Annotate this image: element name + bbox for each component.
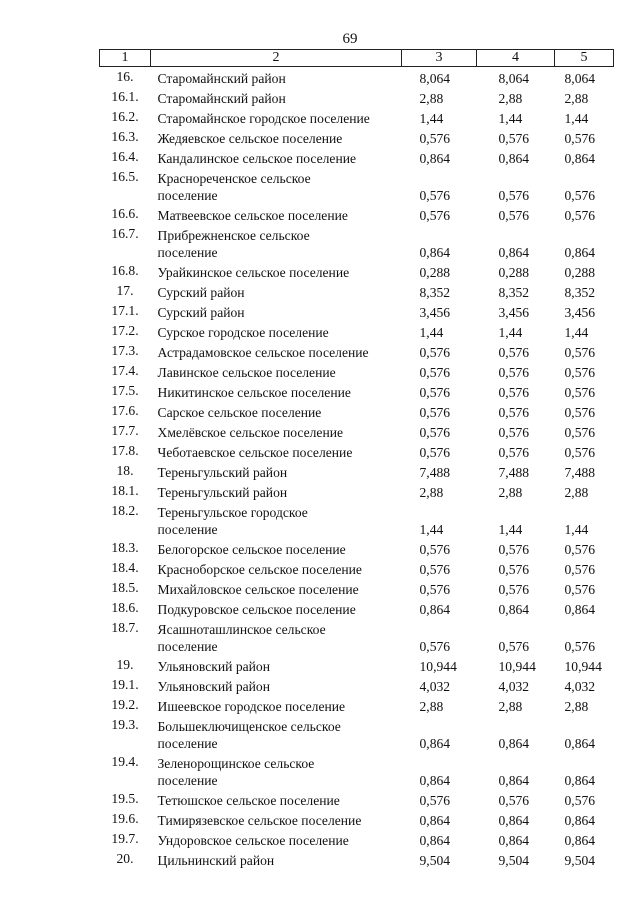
table-row <box>100 752 614 789</box>
row-name-line: Хмелёвское сельское поселение <box>157 425 344 440</box>
row-number: 17.2. <box>111 323 139 338</box>
row-value-v5: 0,576 <box>564 793 596 808</box>
row-name <box>151 167 402 204</box>
row-value-v5: 7,488 <box>564 465 596 480</box>
row-value-v3: 0,576 <box>419 365 451 380</box>
row-name-line: Урайкинское сельское поселение <box>157 265 350 280</box>
row-number: 18. <box>116 463 134 478</box>
row-name-line: Цильнинский район <box>157 853 275 868</box>
table-row <box>100 381 614 401</box>
table-row <box>100 675 614 695</box>
table-row <box>100 481 614 501</box>
row-value-v5: 0,576 <box>564 365 596 380</box>
table-row <box>100 401 614 421</box>
row-value-v5: 0,864 <box>564 773 596 788</box>
row-name-line: Жедяевское сельское поселение <box>157 131 343 146</box>
row-value-v5: 1,44 <box>564 325 589 340</box>
row-number: 19. <box>116 657 134 672</box>
row-name-line: Красноборское сельское поселение <box>157 562 362 577</box>
row-number: 18.6. <box>111 600 139 615</box>
table-row <box>100 441 614 461</box>
row-number: 18.7. <box>111 620 139 635</box>
row-name <box>151 501 402 538</box>
row-value-v3: 0,864 <box>419 813 451 828</box>
table-row <box>100 695 614 715</box>
table-row <box>100 461 614 481</box>
row-name-line: Чеботаевское сельское поселение <box>157 445 353 460</box>
row-name-line: Тереньгульский район <box>157 465 288 480</box>
row-value-v5: 0,864 <box>564 833 596 848</box>
row-value-v4: 1,44 <box>498 522 523 537</box>
row-number: 16. <box>116 69 134 84</box>
row-name-line: Тетюшское сельское поселение <box>157 793 340 808</box>
row-number: 19.6. <box>111 811 139 826</box>
row-name <box>151 715 402 752</box>
row-number: 19.1. <box>111 677 139 692</box>
row-value-v3: 2,88 <box>419 91 444 106</box>
row-name-line: Большеключищенское сельское <box>157 719 341 734</box>
row-name <box>151 809 402 829</box>
row-value-v5: 0,576 <box>564 562 596 577</box>
table-row <box>100 67 614 88</box>
row-value-v4: 0,864 <box>498 245 530 260</box>
row-number: 19.7. <box>111 831 139 846</box>
row-name <box>151 598 402 618</box>
row-value-v3: 10,944 <box>419 659 457 674</box>
row-value-v4: 0,576 <box>498 385 530 400</box>
table-row <box>100 715 614 752</box>
row-name <box>151 127 402 147</box>
row-value-v4: 0,576 <box>498 188 530 203</box>
row-value-v4: 0,576 <box>498 425 530 440</box>
row-name <box>151 789 402 809</box>
row-name <box>151 578 402 598</box>
row-number: 16.7. <box>111 226 139 241</box>
row-number: 17.8. <box>111 443 139 458</box>
row-value-v5: 2,88 <box>564 699 589 714</box>
row-value-v4: 2,88 <box>498 699 523 714</box>
table-row <box>100 655 614 675</box>
row-name <box>151 421 402 441</box>
row-name <box>151 829 402 849</box>
row-value-v5: 1,44 <box>564 111 589 126</box>
row-name <box>151 361 402 381</box>
table-row <box>100 789 614 809</box>
row-number: 16.6. <box>111 206 139 221</box>
row-name-line: поселение <box>157 188 218 203</box>
row-name-line: Сарское сельское поселение <box>157 405 322 420</box>
row-name <box>151 849 402 869</box>
row-value-v3: 0,864 <box>419 245 451 260</box>
row-name <box>151 695 402 715</box>
row-name-line: Астрадамовское сельское поселение <box>157 345 369 360</box>
row-value-v5: 1,44 <box>564 522 589 537</box>
row-name-line: поселение <box>157 522 218 537</box>
row-name-line: поселение <box>157 736 218 751</box>
row-value-v4: 8,352 <box>498 285 530 300</box>
row-name <box>151 752 402 789</box>
row-value-v4: 0,864 <box>498 151 530 166</box>
row-value-v4: 0,576 <box>498 131 530 146</box>
row-value-v4: 10,944 <box>498 659 536 674</box>
row-name <box>151 655 402 675</box>
row-number: 16.2. <box>111 109 139 124</box>
row-name <box>151 204 402 224</box>
row-value-v3: 0,864 <box>419 833 451 848</box>
row-name-line: Сурский район <box>157 285 245 300</box>
row-number: 17.7. <box>111 423 139 438</box>
row-value-v5: 2,88 <box>564 485 589 500</box>
row-value-v4: 0,576 <box>498 582 530 597</box>
row-value-v4: 0,864 <box>498 833 530 848</box>
row-value-v5: 8,064 <box>564 71 596 86</box>
row-number: 17.5. <box>111 383 139 398</box>
row-name <box>151 461 402 481</box>
row-name-line: Ульяновский район <box>157 659 270 674</box>
row-value-v5: 9,504 <box>564 853 596 868</box>
table-row <box>100 618 614 655</box>
row-name <box>151 87 402 107</box>
row-value-v3: 7,488 <box>419 465 451 480</box>
row-value-v5: 0,864 <box>564 602 596 617</box>
row-value-v3: 8,064 <box>419 71 451 86</box>
row-name-line: Белогорское сельское поселение <box>157 542 346 557</box>
column-header: 3 <box>402 50 477 67</box>
row-value-v3: 8,352 <box>419 285 451 300</box>
row-name-line: Тимирязевское сельское поселение <box>157 813 362 828</box>
table-row <box>100 598 614 618</box>
page-number: 69 <box>342 31 358 47</box>
row-value-v3: 0,576 <box>419 188 451 203</box>
table-row <box>100 281 614 301</box>
row-value-v4: 0,576 <box>498 639 530 654</box>
column-header: 4 <box>477 50 555 67</box>
row-value-v3: 0,864 <box>419 736 451 751</box>
row-number: 18.2. <box>111 503 139 518</box>
row-number: 17.6. <box>111 403 139 418</box>
row-name <box>151 381 402 401</box>
row-number: 18.3. <box>111 540 139 555</box>
row-value-v5: 2,88 <box>564 91 589 106</box>
table-row <box>100 147 614 167</box>
row-value-v4: 0,864 <box>498 736 530 751</box>
row-value-v3: 4,032 <box>419 679 451 694</box>
table-row <box>100 87 614 107</box>
table-header-row <box>100 50 614 67</box>
row-value-v3: 1,44 <box>419 522 444 537</box>
row-number: 18.1. <box>111 483 139 498</box>
row-value-v3: 0,576 <box>419 208 451 223</box>
row-value-v5: 0,576 <box>564 445 596 460</box>
row-value-v5: 0,864 <box>564 245 596 260</box>
row-name <box>151 301 402 321</box>
row-name-line: Прибрежненское сельское <box>157 228 310 243</box>
row-name-line: Старомайнский район <box>157 91 286 106</box>
row-value-v4: 0,576 <box>498 345 530 360</box>
row-value-v4: 0,576 <box>498 365 530 380</box>
row-name-line: Старомайнский район <box>157 71 286 86</box>
row-value-v3: 0,576 <box>419 131 451 146</box>
row-value-v5: 0,576 <box>564 131 596 146</box>
row-name <box>151 321 402 341</box>
row-value-v3: 0,576 <box>419 385 451 400</box>
row-name <box>151 281 402 301</box>
row-value-v3: 2,88 <box>419 485 444 500</box>
row-name-line: Ундоровское сельское поселение <box>157 833 349 848</box>
row-value-v3: 0,576 <box>419 345 451 360</box>
row-name <box>151 341 402 361</box>
row-name-line: Тереньгульское городское <box>157 505 308 520</box>
row-name <box>151 558 402 578</box>
table-row <box>100 829 614 849</box>
row-number: 16.8. <box>111 263 139 278</box>
row-name <box>151 224 402 261</box>
table-row <box>100 341 614 361</box>
row-number: 17.1. <box>111 303 139 318</box>
row-value-v3: 0,864 <box>419 602 451 617</box>
row-number: 19.5. <box>111 791 139 806</box>
row-name-line: Зеленорощинское сельское <box>157 756 315 771</box>
row-value-v5: 10,944 <box>564 659 602 674</box>
table-row <box>100 538 614 558</box>
row-value-v4: 0,576 <box>498 208 530 223</box>
row-number: 19.4. <box>111 754 139 769</box>
table-row <box>100 127 614 147</box>
row-name-line: Подкуровское сельское поселение <box>157 602 356 617</box>
row-number: 16.4. <box>111 149 139 164</box>
row-value-v4: 9,504 <box>498 853 530 868</box>
row-value-v5: 4,032 <box>564 679 596 694</box>
row-name <box>151 441 402 461</box>
row-number: 19.3. <box>111 717 139 732</box>
row-value-v3: 9,504 <box>419 853 451 868</box>
row-value-v3: 0,864 <box>419 773 451 788</box>
table-row <box>100 501 614 538</box>
row-value-v3: 2,88 <box>419 699 444 714</box>
table-row <box>100 809 614 829</box>
table-row <box>100 224 614 261</box>
row-name-line: Лавинское сельское поселение <box>157 365 336 380</box>
row-name-line: Краснореченское сельское <box>157 171 311 186</box>
row-value-v4: 7,488 <box>498 465 530 480</box>
row-value-v3: 3,456 <box>419 305 451 320</box>
row-name <box>151 147 402 167</box>
row-value-v4: 2,88 <box>498 485 523 500</box>
row-value-v5: 0,576 <box>564 582 596 597</box>
row-name-line: Ясашноташлинское сельское <box>157 622 326 637</box>
row-name-line: Сурское городское поселение <box>157 325 329 340</box>
row-value-v4: 8,064 <box>498 71 530 86</box>
row-name-line: Матвеевское сельское поселение <box>157 208 348 223</box>
table-row <box>100 578 614 598</box>
row-number: 19.2. <box>111 697 139 712</box>
row-value-v3: 0,576 <box>419 793 451 808</box>
column-header: 5 <box>555 50 614 67</box>
column-header: 1 <box>100 50 151 67</box>
row-value-v5: 0,576 <box>564 385 596 400</box>
row-name <box>151 67 402 88</box>
row-value-v5: 0,576 <box>564 425 596 440</box>
row-value-v3: 0,576 <box>419 445 451 460</box>
row-number: 18.5. <box>111 580 139 595</box>
row-value-v3: 0,288 <box>419 265 451 280</box>
table-row <box>100 321 614 341</box>
row-name-line: Никитинское сельское поселение <box>157 385 351 400</box>
row-number: 16.1. <box>111 89 139 104</box>
row-value-v5: 0,288 <box>564 265 596 280</box>
row-value-v5: 0,576 <box>564 542 596 557</box>
table-row <box>100 261 614 281</box>
row-value-v5: 8,352 <box>564 285 596 300</box>
row-value-v3: 0,576 <box>419 639 451 654</box>
row-value-v5: 0,864 <box>564 151 596 166</box>
table-row <box>100 107 614 127</box>
row-number: 17.3. <box>111 343 139 358</box>
table-row <box>100 167 614 204</box>
table-row <box>100 558 614 578</box>
row-name <box>151 675 402 695</box>
row-value-v4: 1,44 <box>498 325 523 340</box>
row-name-line: Сурский район <box>157 305 245 320</box>
row-value-v4: 0,576 <box>498 445 530 460</box>
row-name-line: поселение <box>157 639 218 654</box>
row-value-v5: 0,576 <box>564 405 596 420</box>
row-number: 20. <box>116 851 134 866</box>
row-value-v4: 0,864 <box>498 602 530 617</box>
row-value-v5: 0,576 <box>564 639 596 654</box>
row-value-v4: 0,576 <box>498 793 530 808</box>
row-value-v4: 3,456 <box>498 305 530 320</box>
row-name-line: Кандалинское сельское поселение <box>157 151 357 166</box>
row-name <box>151 401 402 421</box>
row-name <box>151 481 402 501</box>
row-value-v3: 0,576 <box>419 542 451 557</box>
row-name <box>151 107 402 127</box>
row-name-line: Ульяновский район <box>157 679 270 694</box>
row-value-v3: 0,864 <box>419 151 451 166</box>
row-value-v3: 0,576 <box>419 562 451 577</box>
row-value-v4: 0,864 <box>498 773 530 788</box>
row-value-v5: 0,576 <box>564 208 596 223</box>
row-value-v5: 0,864 <box>564 813 596 828</box>
row-value-v3: 0,576 <box>419 582 451 597</box>
row-value-v4: 0,576 <box>498 562 530 577</box>
row-number: 17.4. <box>111 363 139 378</box>
row-name-line: Старомайнское городское поселение <box>157 111 370 126</box>
row-number: 18.4. <box>111 560 139 575</box>
row-value-v5: 0,576 <box>564 345 596 360</box>
row-value-v3: 0,576 <box>419 425 451 440</box>
row-value-v4: 0,576 <box>498 542 530 557</box>
row-value-v4: 4,032 <box>498 679 530 694</box>
row-number: 17. <box>116 283 134 298</box>
row-name <box>151 538 402 558</box>
row-name-line: Михайловское сельское поселение <box>157 582 359 597</box>
row-value-v5: 0,864 <box>564 736 596 751</box>
table-row <box>100 301 614 321</box>
row-number: 16.3. <box>111 129 139 144</box>
table-row <box>100 361 614 381</box>
table-row <box>100 849 614 869</box>
row-value-v3: 1,44 <box>419 325 444 340</box>
row-value-v5: 3,456 <box>564 305 596 320</box>
data-table <box>99 49 614 869</box>
row-value-v4: 0,288 <box>498 265 530 280</box>
row-value-v4: 0,576 <box>498 405 530 420</box>
row-value-v4: 2,88 <box>498 91 523 106</box>
row-name-line: поселение <box>157 773 218 788</box>
row-value-v3: 1,44 <box>419 111 444 126</box>
row-name <box>151 261 402 281</box>
row-value-v5: 0,576 <box>564 188 596 203</box>
row-value-v3: 0,576 <box>419 405 451 420</box>
row-name-line: Ишеевское городское поселение <box>157 699 346 714</box>
table-row <box>100 204 614 224</box>
row-name-line: Тереньгульский район <box>157 485 288 500</box>
row-value-v4: 1,44 <box>498 111 523 126</box>
row-name-line: поселение <box>157 245 218 260</box>
column-header: 2 <box>151 50 402 67</box>
row-value-v4: 0,864 <box>498 813 530 828</box>
table-row <box>100 421 614 441</box>
row-name <box>151 618 402 655</box>
row-number: 16.5. <box>111 169 139 184</box>
